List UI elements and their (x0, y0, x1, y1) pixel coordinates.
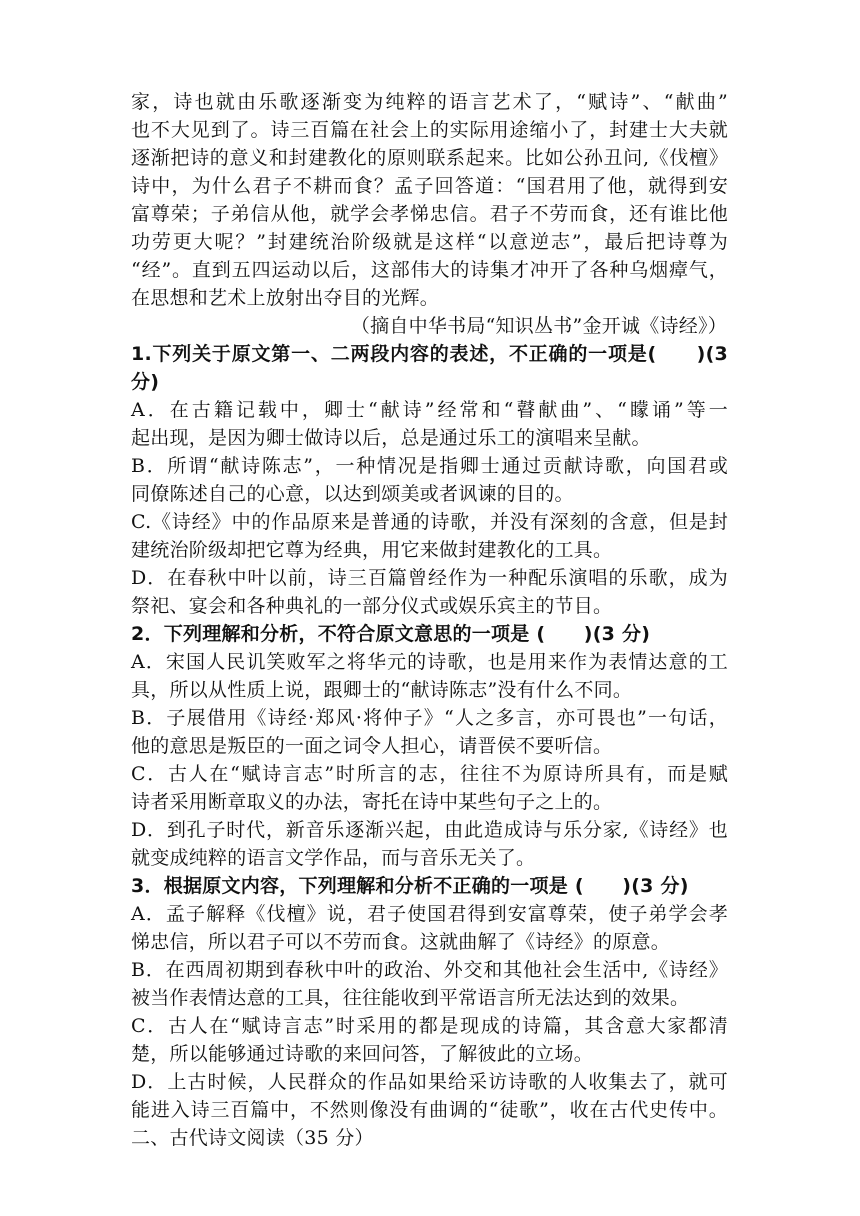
passage-source: （摘自中华书局“知识丛书”金开诚《诗经》） (350, 315, 727, 337)
passage-line: 功劳更大呢？”封建统治阶级就是这样“以意逆志”，最后把诗尊为 (131, 231, 728, 253)
option-line: C．古人在“赋诗言志”时所言的志，往往不为原诗所具有，而是赋 (131, 763, 728, 785)
passage-line: 也不大见到了。诗三百篇在社会上的实际用途缩小了，封建士大夫就 (131, 119, 728, 141)
option-line: 祭祀、宴会和各种典礼的一部分仪式或娱乐宾主的节目。 (131, 595, 613, 617)
option-line: D．在春秋中叶以前，诗三百篇曾经作为一种配乐演唱的乐歌，成为 (131, 567, 728, 589)
question-stem: 2．下列理解和分析，不符合原文意思的一项是 ( )(3 分) (131, 623, 651, 645)
question-2 (131, 620, 728, 872)
passage-line: 逐渐把诗的意义和封建教化的原则联系起来。比如公孙丑问,《伐檀》 (131, 147, 728, 169)
option-line: A．在古籍记载中，卿士“献诗”经常和“瞽献曲”、“矇诵”等一 (131, 399, 728, 421)
option-line: 被当作表情达意的工具，往往能收到平常语言所无法达到的效果。 (131, 987, 690, 1009)
option-line: 就变成纯粹的语言文学作品，而与音乐无关了。 (131, 847, 536, 869)
passage-line: 富尊荣；子弟信从他，就学会孝悌忠信。君子不劳而食，还有谁比他 (131, 203, 728, 225)
question-1 (131, 340, 728, 620)
option-line: B．在西周初期到春秋中叶的政治、外交和其他社会生活中,《诗经》 (131, 959, 728, 981)
option-line: B．所谓“献诗陈志”，一种情况是指卿士通过贡献诗歌，向国君或 (131, 455, 728, 477)
option-line: 诗者采用断章取义的办法，寄托在诗中某些句子之上的。 (131, 791, 613, 813)
option-line: 能进入诗三百篇中，不然则像没有曲调的“徒歌”，收在古代史传中。 (131, 1099, 728, 1121)
section-heading: 二、古代诗文阅读（35 分） (131, 1127, 374, 1149)
option-line: B．子展借用《诗经·郑风·将仲子》“人之多言，亦可畏也”一句话， (131, 707, 728, 729)
question-stem: 1.下列关于原文第一、二两段内容的表述，不正确的一项是( )(3 (131, 343, 728, 365)
option-line: C．古人在“赋诗言志”时采用的都是现成的诗篇，其含意大家都清 (131, 1015, 728, 1037)
passage-line: 家，诗也就由乐歌逐渐变为纯粹的语言艺术了，“赋诗”、“献曲” (131, 91, 728, 113)
option-line: 起出现，是因为卿士做诗以后，总是通过乐工的演唱来呈献。 (131, 427, 651, 449)
question-stem: 分) (131, 371, 160, 393)
option-line: 同僚陈述自己的心意，以达到颂美或者讽谏的目的。 (131, 483, 574, 505)
passage (131, 88, 728, 340)
passage-line: “经”。直到五四运动以后，这部伟大的诗集才冲开了各种乌烟瘴气， (131, 259, 728, 281)
question-3 (131, 872, 728, 1124)
option-line: 他的意思是叛臣的一面之词令人担心，请晋侯不要听信。 (131, 735, 613, 757)
option-line: 悌忠信，所以君子可以不劳而食。这就曲解了《诗经》的原意。 (131, 931, 671, 953)
option-line: A．宋国人民讥笑败军之将华元的诗歌，也是用来作为表情达意的工 (131, 651, 728, 673)
option-line: D．到孔子时代，新音乐逐渐兴起，由此造成诗与乐分家,《诗经》也 (131, 819, 728, 841)
option-line: A．孟子解释《伐檀》说，君子使国君得到安富尊荣，使子弟学会孝 (131, 903, 728, 925)
reading-content (131, 88, 728, 1152)
option-line: 具，所以从性质上说，跟卿士的“献诗陈志”没有什么不同。 (131, 679, 633, 701)
question-stem: 3．根据原文内容，下列理解和分析不正确的一项是 ( )(3 分) (131, 875, 689, 897)
option-line: C.《诗经》中的作品原来是普通的诗歌，并没有深刻的含意，但是封 (131, 511, 728, 533)
passage-line: 诗中，为什么君子不耕而食？孟子回答道：“国君用了他，就得到安 (131, 175, 728, 197)
option-line: D．上古时候，人民群众的作品如果给采访诗歌的人收集去了，就可 (131, 1071, 728, 1093)
passage-line: 在思想和艺术上放射出夺目的光辉。 (131, 287, 440, 309)
option-line: 楚，所以能够通过诗歌的来回问答，了解彼此的立场。 (131, 1043, 594, 1065)
option-line: 建统治阶级却把它尊为经典，用它来做封建教化的工具。 (131, 539, 613, 561)
